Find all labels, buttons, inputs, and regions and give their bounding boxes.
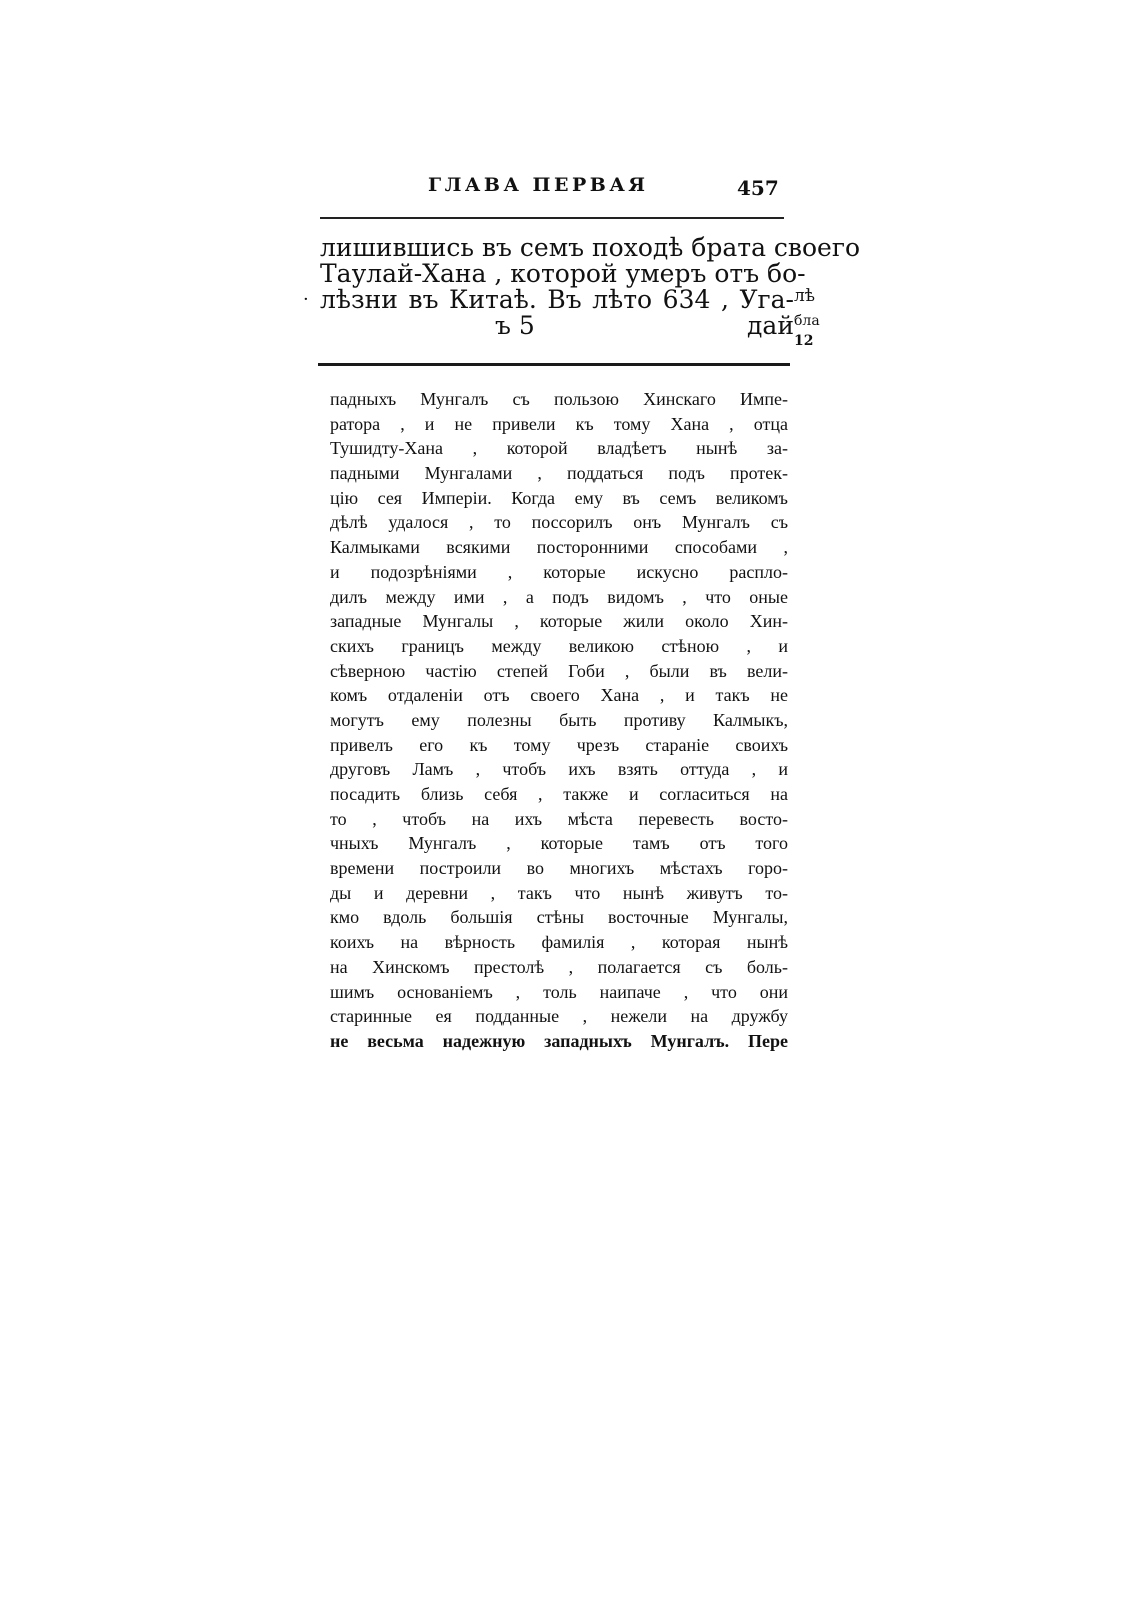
header-rule [320, 217, 784, 219]
upper-line: Таулай-Хана , которой умеръ отъ бо- [320, 259, 806, 288]
text-line: падныхъ Мунгалъ съ пользою Хинскаго Импе- [330, 389, 788, 409]
margin-note: лѣ [794, 286, 816, 306]
margin-dot: · [303, 289, 309, 310]
text-line: то , чтобъ на ихъ мѣста перевесть восто- [330, 808, 788, 829]
text-line: и подозрѣніями , которые искусно распло- [330, 561, 788, 582]
text-line: не весьма надежную западныхъ Мунгалъ. Пере [330, 1030, 788, 1051]
text-line: западные Мунгалы , которые жили около Хин- [330, 611, 788, 632]
text-line: падными Мунгалами , поддаться подъ протек- [330, 463, 788, 484]
text-line: друговъ Ламъ , чтобъ ихъ взять оттуда , и [330, 759, 788, 780]
text-line: шимъ основаніемъ , толь наипаче , что они [330, 981, 788, 1002]
text-line: скихъ границъ между великою стѣною , и [330, 635, 788, 656]
text-line: старинные ея подданные , нежели на дружбу [330, 1006, 788, 1027]
text-line: сѣверною частію степей Гоби , были въ вели- [330, 660, 788, 681]
upper-line: лѣзни въ Китаѣ. Въ лѣто 634 , Уга- [320, 285, 794, 314]
text-line: ды и деревни , такъ что нынѣ живутъ то- [330, 882, 788, 903]
text-line: Калмыками всякими посторонними способами , [330, 537, 788, 558]
text-line: могутъ ему полезны быть противу Калмыкъ, [330, 709, 788, 730]
text-line: комъ отдаленіи отъ своего Хана , и такъ не [330, 685, 788, 706]
lower-text-block [330, 387, 788, 1054]
text-line: времени построили во многихъ мѣстахъ горо- [330, 858, 788, 879]
text-line: ратора , и не привели къ тому Хана , отца [330, 413, 788, 434]
text-line: цію сея Имперіи. Когда ему въ семъ великомъ [330, 487, 788, 508]
section-rule [318, 363, 790, 366]
running-head: ГЛАВА ПЕРВАЯ [428, 174, 649, 196]
text-line: кмо вдоль большія стѣны восточные Мунгалы, [330, 907, 788, 928]
text-line: чныхъ Мунгалъ , которые тамъ отъ того [330, 833, 788, 854]
margin-note: 12 [794, 333, 814, 349]
catchword-right: дай [747, 311, 794, 340]
text-line: привелъ его къ тому чрезъ стараніе своихъ [330, 734, 788, 755]
catchword-left: ъ 5 [495, 311, 535, 340]
text-line: коихъ на вѣрность фамилія , которая нынѣ [330, 932, 788, 953]
page-number: 457 [737, 176, 779, 200]
text-line: на Хинскомъ престолѣ , полагается съ боль- [330, 956, 788, 977]
upper-line-fragment [320, 313, 794, 339]
text-line: посадить близь себя , также и согласиться на [330, 784, 788, 804]
text-line: Тушидту-Хана , которой владѣетъ нынѣ за- [330, 438, 788, 459]
text-line: дилъ между ими , а подъ видомъ , что оные [330, 586, 788, 607]
upper-line: лишившись въ семъ походѣ брата своего [320, 233, 861, 262]
text-line: дѣлѣ удалося , то поссорилъ онъ Мунгалъ съ [330, 512, 788, 533]
margin-note: бла [794, 313, 820, 329]
